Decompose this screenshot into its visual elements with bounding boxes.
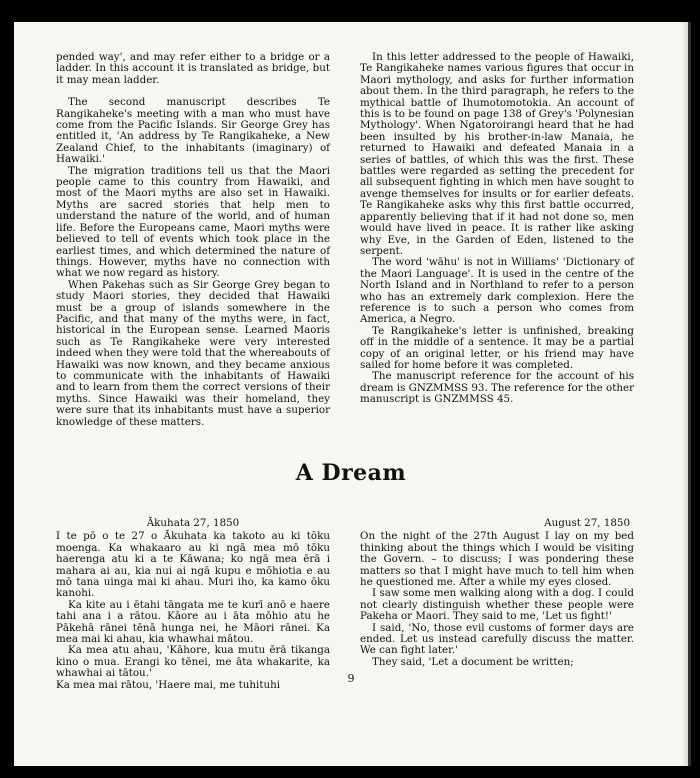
paragraph: The word 'wāhu' is not in Williams' 'Dictionary of the Maori Language'. It is used in the centre of the North Island and in Northland to refer to a person who has an extremely dark complexion. Here the reference is to such a person who comes from America, a Negro. [360, 256, 634, 326]
paragraph: In this letter addressed to the people of Hawaiki, Te Rangikaheke names various figures that occur in Maori mythology, and asks for further information about them. In the third paragraph, he refers to the mythical battle of Ihumotomotokia. An account of this is to be found on page 138 of Grey's 'Polynesian Mythology'. When Ngatoroirangi heard that he had been insulted by his brother-in-law Manaia, he returned to Hawaiki and defeated Manaia in a series of battles, of which this was the first. These battles were regarded as setting the precedent for all subsequent fighting in which men have sought to avenge themselves for insults or for earlier defeats. Te Rangikaheke asks why this first battle occurred, apparently believing that if it had not done so, men would have lived in peace. It is rather like asking why Eve, in the Garden of Eden, listened to the serpent. [360, 51, 634, 257]
paragraph: Ka kite au i ētahi tāngata me te kurī anō e haere tahi ana i a rātou. Kāore au i āta mōhio atu he Pākehā rānei tēnā hunga nei, he Māori rānei. Ka mea mai ki ahau, kia whawhai mātou. [56, 598, 330, 646]
paragraph: On the night of the 27th August I lay on my bed thinking about the things which I would be visiting the Govern. – to discuss; I was pondering these matters so that I might have much to tell him when he questioned me. After a while my eyes closed. [360, 530, 634, 589]
paragraph: Ka mea atu ahau, 'Kāhore, kua mutu ērā tikanga kino o mua. Erangi ko tēnei, me āta whakarite, ka whawhai ai tātou.' [56, 644, 330, 680]
maori-date: Ākuhata 27, 1850 [146, 517, 240, 529]
paragraph: pended way', and may refer either to a bridge or a ladder. In this account it is translated as bridge, but it may mean ladder. [56, 51, 330, 86]
maori-text-column [56, 518, 330, 691]
page-number: 9 [347, 672, 355, 685]
top-left-column [56, 52, 330, 428]
book-page [14, 22, 691, 766]
paragraph: The second manuscript describes Te Rangikaheke's meeting with a man who must have come from the Pacific Islands. Sir George Grey has entitled it, 'An address by Te Rangikaheke, a New Zealand Chief, to the inhabitants (imaginary) of Hawaiki.' [56, 96, 330, 166]
paragraph: They said, 'Let a document be written; [372, 655, 574, 668]
paragraph: The migration traditions tell us that the Maori people came to this country from Hawaiki, and most of the Maori myths are also set in Hawaiki. Myths are sacred stories that help men to understand the nature of the world, and of human life. Before the Europeans came, Maori myths were believed to tell of events which took place in the earliest times, and which determined the nature of things. However, myths have no connection with what we now regard as history. [56, 164, 330, 280]
english-text-column [360, 518, 634, 668]
paragraph: I said, 'No, those evil customs of former days are ended. Let us instead carefully discuss the matter. We can fight later.' [360, 621, 634, 657]
english-date: August 27, 1850 [544, 517, 630, 529]
paragraph: When Pakehas such as Sir George Grey began to study Maori stories, they decided that Hawaiki must be a group of islands somewhere in the Pacific, and that many of the myths were, in fact, historical in the European sense. Learned Maoris such as Te Rangikaheke were very interested indeed when they were told that the whereabouts of Hawaiki was now known, and they became anxious to communicate with the inhabitants of Hawaiki and to learn from them the correct versions of their myths. Since Hawaiki was their homeland, they were sure that its inhabitants must have a superior knowledge of these matters. [56, 278, 330, 428]
section-title: A Dream [295, 460, 407, 486]
page-edge-shadow [682, 22, 688, 766]
paragraph: I te pō o te 27 o Ākuhata ka takoto au ki tōku moenga. Ka whakaaro au ki ngā mea mō tōku haerenga atu ki a te Kāwana; ko ngā mea ērā i mahara ai au, kia nui ai ngā kupu e mōhiotia e au mō tana uinga mai ki ahau. Muri iho, ka kamo ōku kanohi. [56, 530, 330, 600]
paragraph: I saw some men walking along with a dog. I could not clearly distinguish whether these people were Pakeha or Maori. They said to me, 'Let us fight!' [360, 587, 634, 623]
top-right-column [360, 52, 634, 406]
paragraph: Ka mea mai rātou, 'Haere mai, me tuhituhi [56, 678, 281, 691]
paragraph: The manuscript reference for the account of his dream is GNZMMSS 93. The reference for the other manuscript is GNZMMSS 45. [360, 370, 634, 406]
paragraph: Te Rangikaheke's letter is unfinished, breaking off in the middle of a sentence. It may be a partial copy of an original letter, or his friend may have sailed for home before it was completed. [360, 324, 634, 371]
